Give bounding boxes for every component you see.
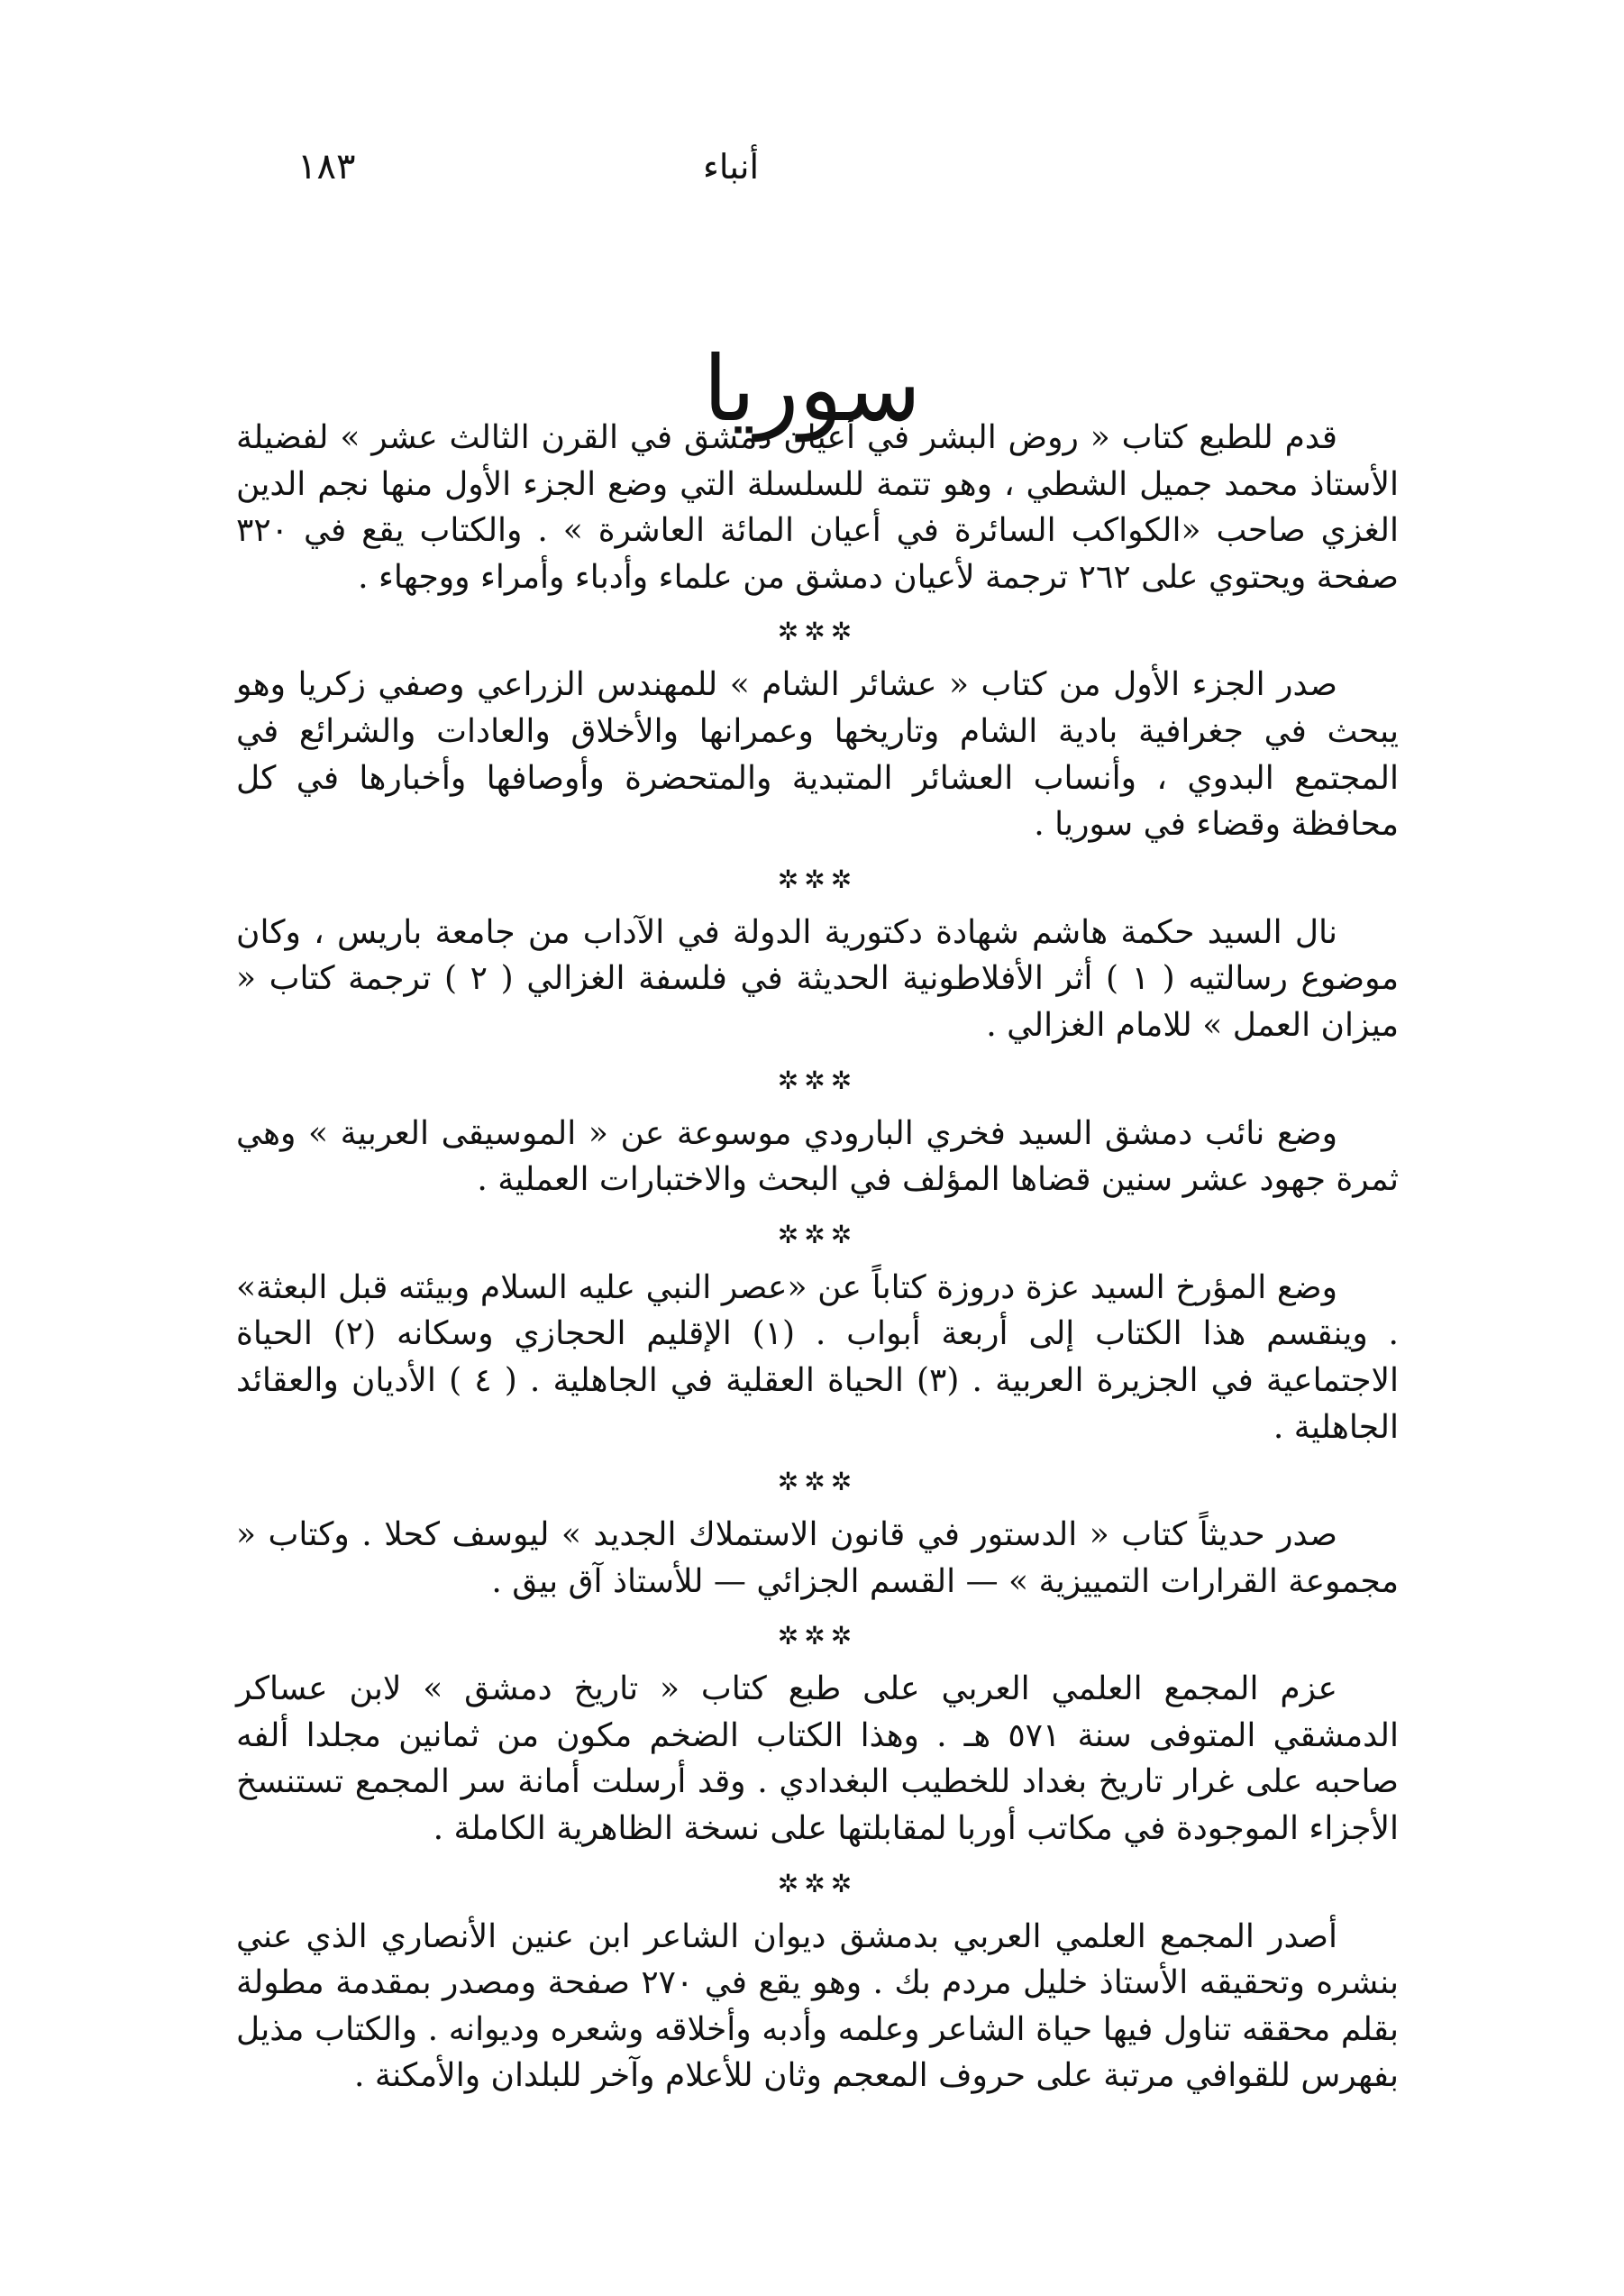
news-paragraph: قدم للطبع كتاب « روض البشر في أعيان دمشق في القرن الثالث عشر » لفضيلة الأستاذ محمد جميل الشطي ، وهو تتمة للسلسلة التي وضع الجزء الأول منها نجم الدين الغزي صاحب «الكواكب السائرة في أعيان المائة العاشرة » . والكتاب يقع في ٣٢٠ صفحة ويحتوي على ٢٦٢ ترجمة لأعيان دمشق من علماء وأدباء وأمراء ووجهاء . xyxy=(236,419,1399,596)
news-paragraph: وضع نائب دمشق السيد فخري البارودي موسوعة عن « الموسيقى العربية » وهي ثمرة جهود عشر سنين قضاها المؤلف في البحث والاختبارات العملية . xyxy=(236,1114,1399,1199)
separator-stars: ✲✲✲ xyxy=(777,864,858,894)
separator-stars: ✲✲✲ xyxy=(777,1868,858,1898)
news-paragraph: صدر الجزء الأول من كتاب « عشائر الشام » للمهندس الزراعي وصفي زكريا وهو يبحث في جغرافية بادية الشام وتاريخها وعمرانها والأخلاق والعادات والشرائع في المجتمع البدوي ، وأنساب العشائر المتبدية والمتحضرة وأوصافها وأخبارها في كل محافظة وقضاء في سوريا . xyxy=(236,666,1399,844)
news-paragraph: أصدر المجمع العلمي العربي بدمشق ديوان الشاعر ابن عنين الأنصاري الذي عني بنشره وتحقيقه الأستاذ خليل مردم بك . وهو يقع في ٢٧٠ صفحة ومصدر بمقدمة مطولة بقلم محققه تناول فيها حياة الشاعر وعلمه وأدبه وأخلاقه وشعره وديوانه . والكتاب مذيل بفهرس للقوافي مرتبة على حروف المعجم وثان للأعلام وآخر للبلدان والأمكنة . xyxy=(236,1917,1400,2095)
news-paragraph: عزم المجمع العلمي العربي على طبع كتاب « تاريخ دمشق » لابن عساكر الدمشقي المتوفى سنة ٥٧١ هـ . وهذا الكتاب الضخم مكون من ثمانين مجلدا ألفه صاحبه على غرار تاريخ بغداد للخطيب البغدادي . وقد أرسلت أمانة سر المجمع تستنسخ الأجزاء الموجودة في مكاتب أوربا لمقابلتها على نسخة الظاهرية الكاملة . xyxy=(236,1670,1399,1848)
news-paragraph: وضع المؤرخ السيد عزة دروزة كتاباً عن «عصر النبي عليه السلام وبيئته قبل البعثة» . وينقسم هذا الكتاب إلى أربعة أبواب . (١) الإقليم الحجازي وسكانه (٢) الحياة الاجتماعية في الجزيرة العربية . (٣) الحياة العقلية في الجاهلية . ( ٤ ) الأديان والعقائد الجاهلية . xyxy=(236,1268,1399,1446)
page-header xyxy=(234,135,1390,198)
news-paragraph: نال السيد حكمة هاشم شهادة دكتورية الدولة في الآداب من جامعة باريس ، وكان موضوع رسالتيه ( ١ ) أثر الأفلاطونية الحديثة في فلسفة الغزالي ( ٢ ) ترجمة كتاب « ميزان العمل » للامام الغزالي . xyxy=(236,913,1399,1044)
news-paragraph: صدر حديثاً كتاب « الدستور في قانون الاستملاك الجديد » ليوسف كحلا . وكتاب « مجموعة القرارات التمييزية » — القسم الجزائي — للأستاذ آق بيق . xyxy=(236,1516,1399,1600)
running-title: أنباء xyxy=(702,147,759,187)
separator-stars: ✲✲✲ xyxy=(777,1219,858,1249)
section-title: سوريا xyxy=(702,336,922,442)
body-text xyxy=(236,415,1399,2099)
page-number: ١٨٣ xyxy=(297,146,356,188)
separator-stars: ✲✲✲ xyxy=(777,617,858,647)
separator-stars: ✲✲✲ xyxy=(777,1065,858,1095)
separator-stars: ✲✲✲ xyxy=(777,1467,858,1497)
separator-stars: ✲✲✲ xyxy=(777,1621,858,1651)
